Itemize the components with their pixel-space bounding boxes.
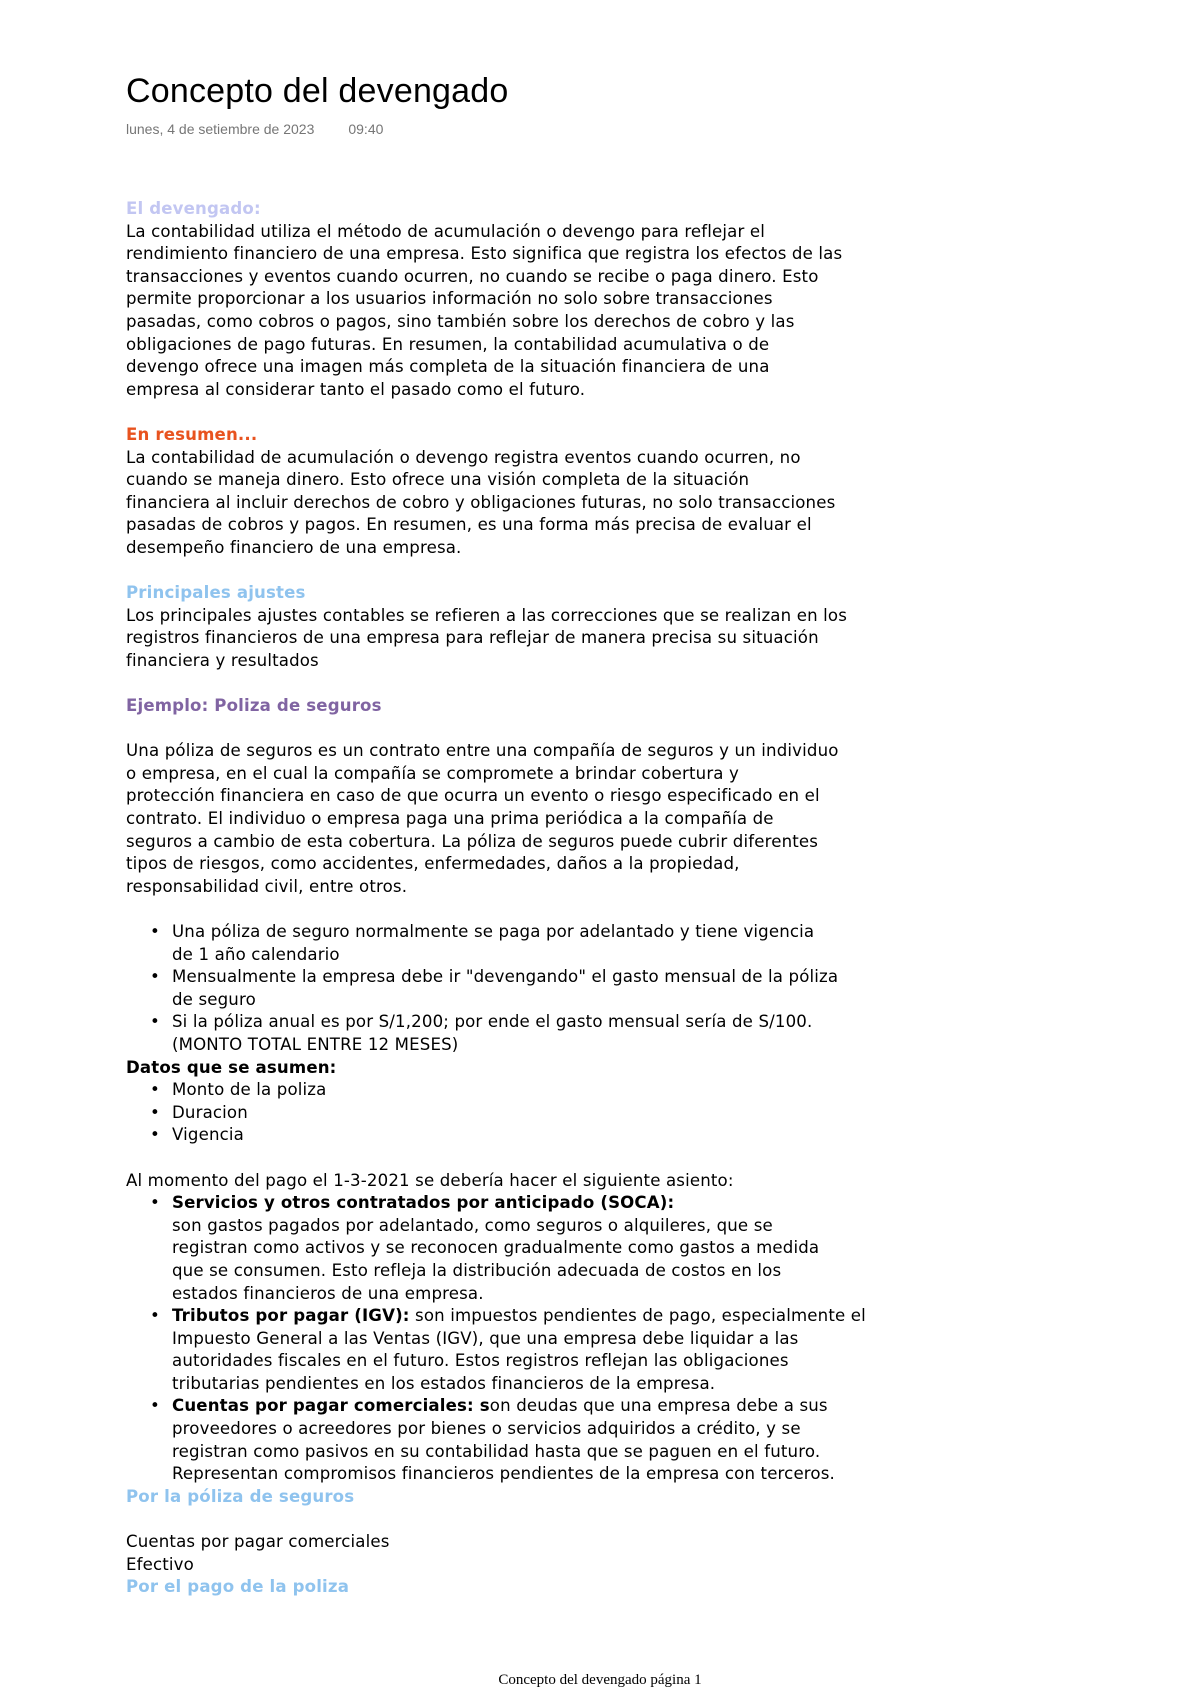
page-title: Concepto del devengado bbox=[126, 72, 509, 110]
note-content bbox=[126, 198, 926, 1599]
list-item-line: proveedores o acreedores por bienes o servicios adquiridos a crédito, y se bbox=[172, 1419, 801, 1439]
list-item-text: Vigencia bbox=[172, 1125, 244, 1145]
list-item-line: estados financieros de una empresa. bbox=[172, 1283, 484, 1303]
list-item-text: Duracion bbox=[172, 1102, 248, 1122]
paragraph-line: protección financiera en caso de que ocurra un evento o riesgo especificado en el bbox=[126, 786, 820, 806]
bullet-icon: • bbox=[150, 1193, 160, 1213]
paragraph-line: Efectivo bbox=[126, 1554, 194, 1574]
spacer bbox=[126, 1147, 926, 1170]
heading-ajustes: Principales ajustes bbox=[126, 583, 306, 603]
heading-resumen: En resumen... bbox=[126, 424, 258, 444]
list-item bbox=[150, 1192, 926, 1305]
list-item bbox=[150, 1124, 926, 1147]
bullet-icon: • bbox=[150, 1306, 160, 1326]
list-item-line: de seguro bbox=[172, 989, 256, 1009]
list-item-line: (MONTO TOTAL ENTRE 12 MESES) bbox=[172, 1034, 459, 1054]
bullet-icon: • bbox=[150, 1080, 160, 1100]
paragraph-line: contrato. El individuo o empresa paga una prima periódica a la compañía de bbox=[126, 809, 774, 829]
spacer bbox=[126, 560, 926, 583]
spacer bbox=[126, 1508, 926, 1531]
list-item bbox=[150, 1079, 926, 1102]
list-item-line: Mensualmente la empresa debe ir "devengando" el gasto mensual de la póliza bbox=[172, 967, 839, 987]
datos-bullet-list bbox=[126, 1079, 926, 1147]
spacer bbox=[126, 401, 926, 424]
bullet-icon: • bbox=[150, 1102, 160, 1122]
heading-devengado: El devengado: bbox=[126, 199, 261, 218]
list-item-text: son impuestos pendientes de pago, especialmente el bbox=[409, 1306, 866, 1326]
list-item-line: tributarias pendientes en los estados financieros de la empresa. bbox=[172, 1373, 716, 1393]
paragraph-line: pasadas, como cobros o pagos, sino también sobre los derechos de cobro y las bbox=[126, 311, 795, 331]
list-item-line: Impuesto General a las Ventas (IGV), que una empresa debe liquidar a las bbox=[172, 1328, 799, 1348]
list-item bbox=[150, 966, 926, 1011]
list-item-line: autoridades fiscales en el futuro. Estos registros reflejan las obligaciones bbox=[172, 1351, 789, 1371]
paragraph-line: devengo ofrece una imagen más completa de la situación financiera de una bbox=[126, 357, 770, 377]
list-item bbox=[150, 1305, 926, 1395]
paragraph-line: responsabilidad civil, entre otros. bbox=[126, 876, 408, 896]
spacer bbox=[126, 898, 926, 921]
paragraph-line: financiera y resultados bbox=[126, 650, 319, 670]
list-item-line: que se consumen. Esto refleja la distribución adecuada de costos en los bbox=[172, 1260, 782, 1280]
spacer bbox=[126, 718, 926, 741]
paragraph-line: registros financieros de una empresa para reflejar de manera precisa su situación bbox=[126, 628, 819, 648]
list-item bbox=[150, 1102, 926, 1125]
list-item-lead: Servicios y otros contratados por anticipado (SOCA): bbox=[172, 1193, 675, 1213]
bullet-icon: • bbox=[150, 1012, 160, 1032]
paragraph-line: permite proporcionar a los usuarios información no solo sobre transacciones bbox=[126, 289, 773, 309]
paragraph-line: La contabilidad utiliza el método de acumulación o devengo para reflejar el bbox=[126, 221, 766, 241]
bullet-icon: • bbox=[150, 1125, 160, 1145]
poliza-bullet-list bbox=[126, 921, 926, 1057]
paragraph-line: desempeño financiero de una empresa. bbox=[126, 537, 462, 557]
list-item-text: Monto de la poliza bbox=[172, 1080, 327, 1100]
list-item-line: Representan compromisos financieros pendientes de la empresa con terceros. bbox=[172, 1464, 835, 1484]
heading-datos: Datos que se asumen: bbox=[126, 1057, 337, 1077]
paragraph-line: rendimiento financiero de una empresa. Esto significa que registra los efectos de las bbox=[126, 244, 843, 264]
bullet-icon: • bbox=[150, 967, 160, 987]
list-item bbox=[150, 921, 926, 966]
heading-ejemplo: Ejemplo: Poliza de seguros bbox=[126, 696, 382, 716]
paragraph-line: Una póliza de seguros es un contrato entre una compañía de seguros y un individuo bbox=[126, 741, 839, 761]
heading-poliza: Por la póliza de seguros bbox=[126, 1486, 355, 1506]
paragraph-line: Los principales ajustes contables se refieren a las correcciones que se realizan en los bbox=[126, 605, 848, 625]
paragraph-line: transacciones y eventos cuando ocurren, no cuando se recibe o paga dinero. Esto bbox=[126, 266, 819, 286]
list-item-line: de 1 año calendario bbox=[172, 944, 340, 964]
paragraph-line: Cuentas por pagar comerciales bbox=[126, 1532, 390, 1552]
bullet-icon: • bbox=[150, 1396, 160, 1416]
page-meta bbox=[126, 121, 383, 137]
paragraph-line: seguros a cambio de esta cobertura. La póliza de seguros puede cubrir diferentes bbox=[126, 831, 819, 851]
list-item bbox=[150, 1395, 926, 1485]
page-time: 09:40 bbox=[348, 121, 384, 137]
paragraph-line: o empresa, en el cual la compañía se compromete a brindar cobertura y bbox=[126, 763, 740, 783]
paragraph-line: empresa al considerar tanto el pasado como el futuro. bbox=[126, 379, 586, 399]
spacer bbox=[126, 672, 926, 695]
list-item-lead: Cuentas por pagar comerciales: s bbox=[172, 1396, 490, 1416]
list-item-line: Si la póliza anual es por S/1,200; por ende el gasto mensual sería de S/100. bbox=[172, 1012, 813, 1032]
heading-pago: Por el pago de la poliza bbox=[126, 1577, 350, 1597]
list-item-text: on deudas que una empresa debe a sus bbox=[489, 1396, 828, 1416]
page-date: lunes, 4 de setiembre de 2023 bbox=[126, 121, 315, 137]
paragraph-line: obligaciones de pago futuras. En resumen, la contabilidad acumulativa o de bbox=[126, 334, 770, 354]
list-item-lead: Tributos por pagar (IGV): bbox=[172, 1306, 410, 1326]
list-item-line: son gastos pagados por adelantado, como seguros o alquileres, que se bbox=[172, 1215, 773, 1235]
paragraph-line: La contabilidad de acumulación o devengo registra eventos cuando ocurren, no bbox=[126, 447, 801, 467]
list-item bbox=[150, 1011, 926, 1056]
paragraph-line: pasadas de cobros y pagos. En resumen, es una forma más precisa de evaluar el bbox=[126, 515, 812, 535]
paragraph-line: tipos de riesgos, como accidentes, enfermedades, daños a la propiedad, bbox=[126, 854, 740, 874]
asiento-bullet-list bbox=[126, 1192, 926, 1486]
bullet-icon: • bbox=[150, 922, 160, 941]
paragraph-line: financiera al incluir derechos de cobro y obligaciones futuras, no solo transacciones bbox=[126, 492, 836, 512]
page-footer: Concepto del devengado página 1 bbox=[498, 1672, 702, 1688]
list-item-line: registran como activos y se reconocen gradualmente como gastos a medida bbox=[172, 1238, 820, 1258]
paragraph-line: cuando se maneja dinero. Esto ofrece una visión completa de la situación bbox=[126, 470, 750, 490]
asiento-intro: Al momento del pago el 1-3-2021 se debería hacer el siguiente asiento: bbox=[126, 1170, 734, 1190]
list-item-line: Una póliza de seguro normalmente se paga por adelantado y tiene vigencia bbox=[172, 922, 815, 941]
list-item-line: registran como pasivos en su contabilidad hasta que se paguen en el futuro. bbox=[172, 1441, 821, 1461]
